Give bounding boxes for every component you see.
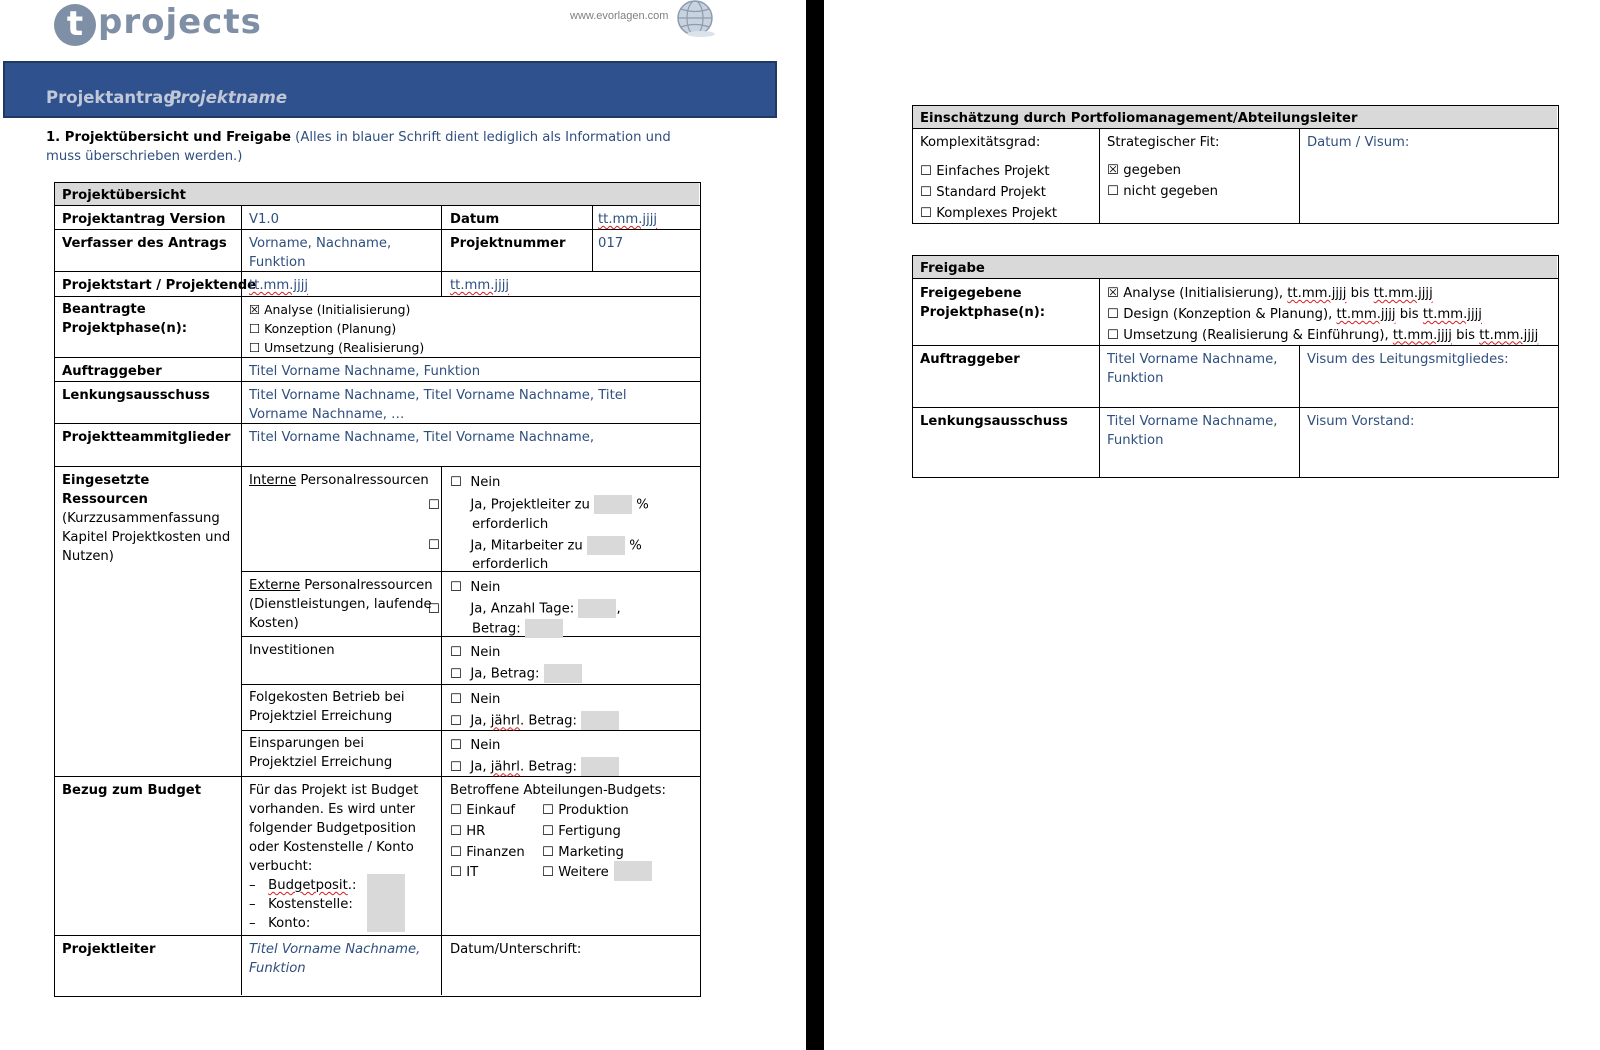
value-date[interactable]: tt.mm.jjjj xyxy=(598,212,658,227)
section-title: 1. Projektübersicht und Freigabe xyxy=(46,130,291,145)
banner-prefix: Projektantrag: xyxy=(46,88,188,107)
label-signature: Datum/Unterschrift: xyxy=(450,942,582,957)
budget-item: – Kostenstelle: xyxy=(249,897,353,912)
label-steering: Lenkungsausschuss xyxy=(62,388,210,403)
label-internal: Interne Personalressourcen xyxy=(249,473,429,488)
input-other-department[interactable] xyxy=(614,861,652,881)
budget-text: Für das Projekt ist Budget vorhanden. Es wird unter folgender Budgetposition oder Kostenstelle / Konto verbucht: xyxy=(249,783,419,874)
approval-header-text: Freigabe xyxy=(920,261,985,276)
label-start-end: Projektstart / Projektende xyxy=(62,278,257,293)
label-team: Projektteammitglieder xyxy=(62,430,231,445)
option-days[interactable]: ☐ Ja, Anzahl Tage: , Betrag: xyxy=(450,599,690,638)
label-departments: Betroffene Abteilungen-Budgets: xyxy=(450,783,666,798)
banner-project-name: Projektname xyxy=(169,88,288,107)
fit-option[interactable]: ☒ gegeben xyxy=(1107,163,1182,178)
logo-text: projects xyxy=(98,2,262,42)
value-author[interactable]: Vorname, Nachname, Funktion xyxy=(249,236,392,270)
department-option[interactable]: ☐ IT xyxy=(450,865,479,881)
follow-options xyxy=(450,690,690,731)
input-amount[interactable] xyxy=(525,619,563,638)
checkbox[interactable]: ☐ xyxy=(249,321,261,336)
label-complexity: Komplexitätsgrad: xyxy=(920,135,1041,150)
label-budget: Bezug zum Budget xyxy=(62,783,202,798)
option-no[interactable]: ☐ Nein xyxy=(450,475,501,490)
value-team[interactable]: Titel Vorname Nachname, Titel Vorname Nachname, xyxy=(249,430,595,445)
value-start[interactable]: tt.mm.jjjj xyxy=(249,278,309,293)
option-mitarbeiter[interactable]: ☐ Ja, Mitarbeiter zu % erforderlich xyxy=(450,536,690,575)
phase-item[interactable]: ☐ Umsetzung (Realisierung) xyxy=(249,340,425,355)
savings-options xyxy=(450,736,690,777)
department-option[interactable]: ☐ Produktion xyxy=(542,803,629,818)
label-project-manager: Projektleiter xyxy=(62,942,156,957)
site-url: www.evorlagen.com xyxy=(570,10,669,22)
option-no[interactable]: ☐ Nein xyxy=(450,580,501,595)
value-end[interactable]: tt.mm.jjjj xyxy=(450,278,510,293)
label-client-visum[interactable]: Visum des Leitungsmitgliedes: xyxy=(1307,352,1509,367)
fit-option[interactable]: ☐ nicht gegeben xyxy=(1107,183,1219,199)
phase-item[interactable]: ☐ Konzeption (Planung) xyxy=(249,321,397,336)
department-option[interactable]: ☐ HR xyxy=(450,823,486,839)
input-amount[interactable] xyxy=(581,757,619,776)
option-no[interactable]: ☐ Nein xyxy=(450,645,501,660)
checkbox[interactable]: ☐ xyxy=(249,340,261,355)
label-resources: Eingesetzte Ressourcen (Kurzzusammenfassung Kapitel Projektkosten und Nutzen) xyxy=(62,473,231,564)
input-amount[interactable] xyxy=(581,711,619,730)
input-budget-values[interactable] xyxy=(367,874,405,932)
phase-list xyxy=(249,300,424,357)
label-author: Verfasser des Antrags xyxy=(62,236,227,251)
approved-phase[interactable]: ☐ Design (Konzeption & Planung), tt.mm.jjjj bis tt.mm.jjjj xyxy=(1107,306,1482,322)
label-approval-steering: Lenkungsausschuss xyxy=(920,414,1068,429)
label-date: Datum xyxy=(450,212,500,227)
label-follow-costs: Folgekosten Betrieb bei Projektziel Erreichung xyxy=(249,690,405,724)
option-yes[interactable]: ☐ Ja, Betrag: xyxy=(450,664,690,684)
approved-phase[interactable]: ☒ Analyse (Initialisierung), tt.mm.jjjj bis tt.mm.jjjj xyxy=(1107,286,1433,301)
input-projektleiter-percent[interactable] xyxy=(594,495,632,514)
globe-icon xyxy=(675,0,719,40)
complexity-option[interactable]: ☐ Komplexes Projekt xyxy=(920,205,1058,221)
internal-options xyxy=(428,473,690,574)
label-date-visum[interactable]: Datum / Visum: xyxy=(1307,135,1410,150)
budget-item: – Budgetposit.: xyxy=(249,878,357,893)
external-options xyxy=(428,578,690,638)
option-projektleiter[interactable]: ☐ Ja, Projektleiter zu % erforderlich xyxy=(450,495,690,534)
overview-header-text: Projektübersicht xyxy=(62,188,186,203)
department-option[interactable]: ☐ Einkauf xyxy=(450,803,516,818)
budget-item: – Konto: xyxy=(249,916,311,931)
label-savings: Einsparungen bei Projektziel Erreichung xyxy=(249,736,393,770)
label-strategic-fit: Strategischer Fit: xyxy=(1107,135,1220,150)
value-approval-client[interactable]: Titel Vorname Nachname, Funktion xyxy=(1107,352,1278,386)
value-version[interactable]: V1.0 xyxy=(249,212,279,227)
label-external: Externe Personalressourcen (Dienstleistungen, laufende Kosten) xyxy=(249,578,433,631)
value-client[interactable]: Titel Vorname Nachname, Funktion xyxy=(249,364,481,379)
approved-phases xyxy=(1107,284,1538,346)
value-project-manager[interactable]: Titel Vorname Nachname, Funktion xyxy=(249,942,421,976)
checkbox[interactable]: ☒ xyxy=(249,302,261,317)
option-yes[interactable]: ☐ Ja, jährl. Betrag: xyxy=(450,757,690,777)
input-amount[interactable] xyxy=(544,664,582,683)
label-steering-visum[interactable]: Visum Vorstand: xyxy=(1307,414,1415,429)
invest-options xyxy=(450,643,690,684)
assessment-header-text: Einschätzung durch Portfoliomanagement/Abteilungsleiter xyxy=(920,111,1358,126)
input-mitarbeiter-percent[interactable] xyxy=(587,536,625,555)
department-option[interactable]: ☐ Finanzen xyxy=(450,844,525,860)
phase-item[interactable]: ☒ Analyse (Initialisierung) xyxy=(249,302,411,317)
fit-options xyxy=(1107,161,1218,203)
approval-header xyxy=(913,256,1557,278)
budget-items xyxy=(249,876,356,933)
logo-circle: t xyxy=(54,4,96,46)
label-phases: Beantragte Projektphase(n): xyxy=(62,302,188,336)
option-yes[interactable]: ☐ Ja, jährl. Betrag: xyxy=(450,711,690,731)
department-option[interactable]: ☐ Marketing xyxy=(542,844,624,860)
label-approval-client: Auftraggeber xyxy=(920,352,1020,367)
title-banner xyxy=(3,61,777,118)
label-project-number: Projektnummer xyxy=(450,236,566,251)
label-client: Auftraggeber xyxy=(62,364,162,379)
option-no[interactable]: ☐ Nein xyxy=(450,738,501,753)
section-heading xyxy=(46,128,686,166)
input-days[interactable] xyxy=(578,599,616,618)
label-version: Projektantrag Version xyxy=(62,212,226,227)
value-steering[interactable]: Titel Vorname Nachname, Titel Vorname Nachname, Titel Vorname Nachname, … xyxy=(249,388,627,422)
page-divider xyxy=(806,0,824,1050)
departments-left xyxy=(450,801,525,884)
approved-phase[interactable]: ☐ Umsetzung (Realisierung & Einführung), tt.mm.jjjj bis tt.mm.jjjj xyxy=(1107,327,1539,343)
value-project-number[interactable]: 017 xyxy=(598,236,624,251)
department-option[interactable]: ☐ Fertigung xyxy=(542,823,621,839)
complexity-option[interactable]: ☐ Standard Projekt xyxy=(920,184,1046,200)
section-note: (Alles in blauer Schrift dient lediglich als Information und muss überschrieben werden.) xyxy=(46,130,671,164)
value-approval-steering[interactable]: Titel Vorname Nachname, Funktion xyxy=(1107,414,1278,448)
option-no[interactable]: ☐ Nein xyxy=(450,692,501,707)
complexity-options xyxy=(920,162,1057,224)
label-approved-phases: Freigegebene Projektphase(n): xyxy=(920,286,1046,320)
complexity-option[interactable]: ☐ Einfaches Projekt xyxy=(920,164,1050,179)
label-invest: Investitionen xyxy=(249,643,335,658)
department-option[interactable]: ☐ Weitere xyxy=(542,865,609,881)
